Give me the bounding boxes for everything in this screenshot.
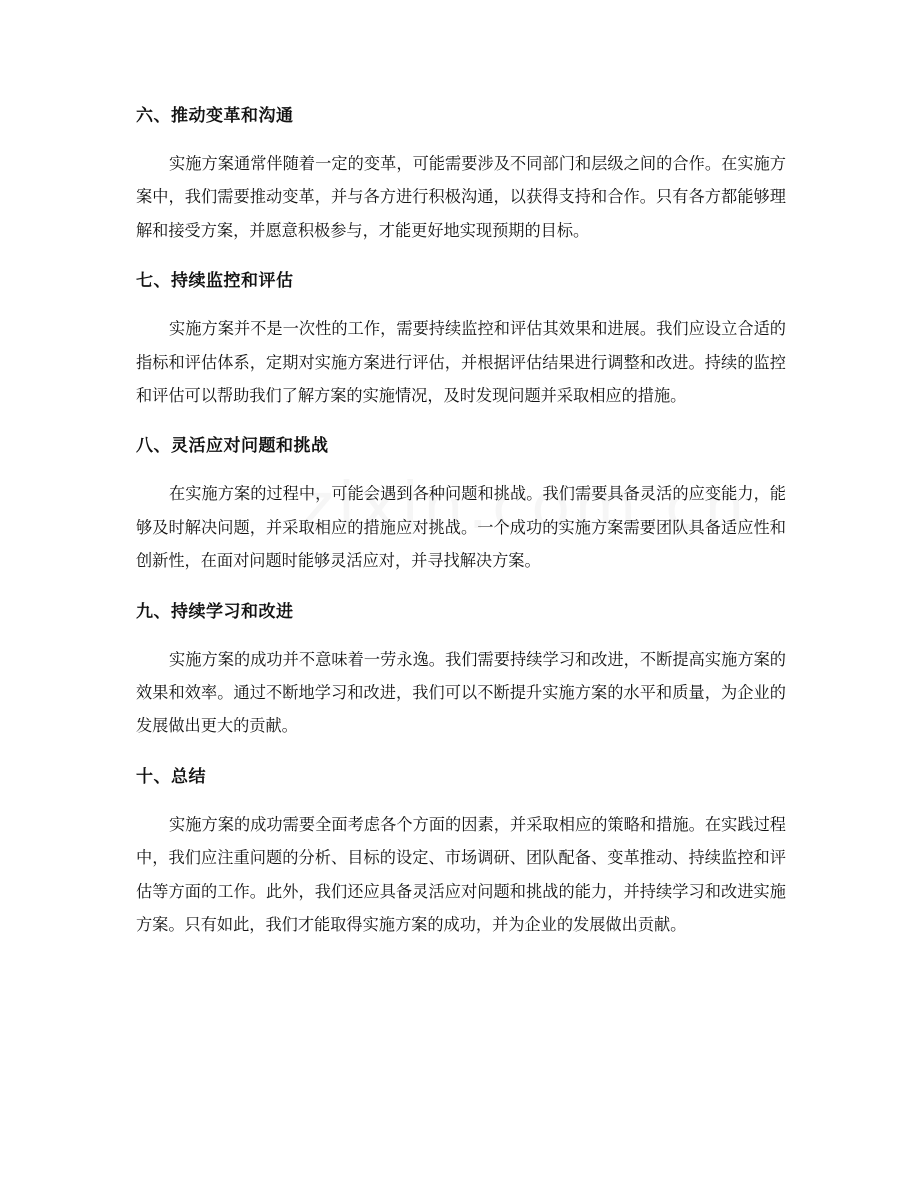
section-paragraph: 实施方案通常伴随着一定的变革，可能需要涉及不同部门和层级之间的合作。在实施方案中，我们需要推动变革，并与各方进行积极沟通，以获得支持和合作。只有各方都能够理解和接受方案，并愿意积极参与，才能更好地实现预期的目标。 xyxy=(136,154,786,240)
section-9 xyxy=(136,600,786,743)
section-10 xyxy=(136,765,786,942)
section-7 xyxy=(136,269,786,412)
document-page xyxy=(136,104,786,964)
section-heading: 九、持续学习和改进 xyxy=(136,601,294,622)
section-heading: 六、推动变革和沟通 xyxy=(136,106,294,126)
section-heading: 八、灵活应对问题和挑战 xyxy=(136,436,329,457)
section-paragraph: 实施方案并不是一次性的工作，需要持续监控和评估其效果和进展。我们应设立合适的指标和评估体系，定期对实施方案进行评估，并根据评估结果进行调整和改进。持续的监控和评估可以帮助我们了解方案的实施情况，及时发现问题并采取相应的措施。 xyxy=(136,319,786,406)
section-paragraph: 实施方案的成功需要全面考虑各个方面的因素，并采取相应的策略和措施。在实践过程中，我们应注重问题的分析、目标的设定、市场调研、团队配备、变革推动、持续监控和评估等方面的工作。此外，我们还应具备灵活应对问题和挑战的能力，并持续学习和改进实施方案。只有如此，我们才能取得实施方案的成功，并为企业的发展做出贡献。 xyxy=(136,814,786,935)
section-6 xyxy=(136,104,786,247)
section-heading: 十、总结 xyxy=(136,766,206,787)
section-paragraph: 在实施方案的过程中，可能会遇到各种问题和挑战。我们需要具备灵活的应变能力，能够及时解决问题，并采取相应的措施应对挑战。一个成功的实施方案需要团队具备适应性和创新性，在面对问题时能够灵活应对，并寻找解决方案。 xyxy=(136,484,786,571)
section-paragraph: 实施方案的成功并不意味着一劳永逸。我们需要持续学习和改进，不断提高实施方案的效果和效率。通过不断地学习和改进，我们可以不断提升实施方案的水平和质量，为企业的发展做出更大的贡献。 xyxy=(136,649,786,736)
section-heading: 七、持续监控和评估 xyxy=(136,271,294,292)
section-8 xyxy=(136,434,786,577)
